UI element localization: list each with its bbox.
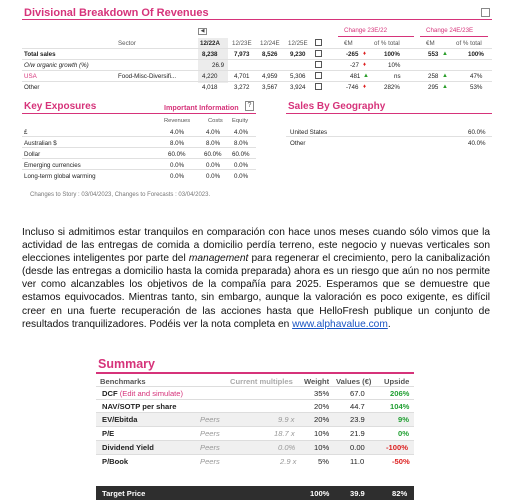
- row0-value-1: 7,973: [234, 51, 250, 58]
- important-info-link[interactable]: Important Information: [164, 103, 239, 112]
- change-24-underline: [420, 36, 488, 37]
- bench-dcf: [102, 389, 183, 398]
- exp-value: 8.0%: [206, 140, 221, 147]
- chg1-em-header: €M: [344, 40, 353, 47]
- upside-dividend-yield: -100%: [386, 443, 408, 452]
- row2-sector: Food-Misc-Diversifi...: [118, 73, 177, 80]
- exp-value: 0.0%: [206, 162, 221, 169]
- row-label-total-sales: Total sales: [24, 51, 56, 58]
- upside-ev-ebitda: 9%: [398, 415, 409, 424]
- row2-value-1: 4,701: [234, 73, 250, 80]
- exp-value: 4.0%: [170, 129, 185, 136]
- header-benchmarks: Benchmarks: [100, 377, 146, 386]
- row-shading: [96, 413, 414, 426]
- value-nav: 44.7: [350, 402, 365, 411]
- value-pe: 21.9: [350, 429, 365, 438]
- row2-chg1: 481: [350, 73, 361, 80]
- summary-underline: [96, 372, 414, 374]
- row1-checkbox[interactable]: [315, 61, 322, 68]
- row3-value-2: 3,567: [262, 84, 278, 91]
- divisional-header: [22, 6, 492, 20]
- arrow-left-icon[interactable]: ◀: [198, 28, 207, 35]
- target-price-row: [96, 486, 414, 500]
- row0-value-3: 9,230: [290, 51, 306, 58]
- exp-value: 60.0%: [232, 151, 250, 158]
- peers-ev-ebitda: Peers: [200, 415, 220, 424]
- exp-value: 60.0%: [168, 151, 186, 158]
- exp-value: 0.0%: [170, 162, 185, 169]
- row0-chg1-pct: 100%: [384, 51, 400, 58]
- year-header-2: 12/24E: [260, 40, 280, 47]
- row-divider: [22, 158, 256, 159]
- weight-dividend-yield: 10%: [314, 443, 330, 452]
- exp-value: 8.0%: [170, 140, 185, 147]
- target-price-weight: 100%: [310, 489, 330, 498]
- exp-value: 0.0%: [234, 173, 249, 180]
- divisional-title: Divisional Breakdown Of Revenues: [24, 7, 209, 19]
- row-divider: [22, 70, 492, 71]
- row2-value-2: 4,959: [262, 73, 278, 80]
- target-price-upside: 82%: [392, 489, 408, 498]
- exp-value: 0.0%: [170, 173, 185, 180]
- year-header-0: 12/22A: [200, 40, 220, 47]
- exp-value: 0.0%: [206, 173, 221, 180]
- geo-value-other: 40.0%: [468, 140, 486, 147]
- row2-value-3: 5,306: [290, 73, 306, 80]
- bench-pbook: P/Book: [102, 457, 129, 466]
- geo-label-other: Other: [290, 140, 306, 147]
- row0-checkbox[interactable]: [315, 50, 322, 57]
- exp-col-revenues: Revenues: [164, 118, 191, 124]
- value-dcf: 67.0: [350, 389, 365, 398]
- weight-pbook: 5%: [318, 457, 329, 466]
- weight-dcf: 35%: [314, 389, 330, 398]
- geo-label-us: United States: [290, 129, 328, 136]
- exp-value: 0.0%: [234, 162, 249, 169]
- mult-dividend-yield: 0.0%: [278, 443, 296, 452]
- exp-row-label: Dollar: [24, 151, 41, 158]
- up-arrow-icon: ▲: [442, 73, 448, 79]
- exp-row-label: Long-term global warming: [24, 173, 96, 180]
- sales-geography-underline: [286, 113, 492, 114]
- row3-chg1-pct: 282%: [384, 84, 400, 91]
- header-weight: Weight: [304, 377, 330, 386]
- row-divider: [22, 147, 256, 148]
- bench-nav: NAV/SOTP per share: [102, 402, 177, 411]
- row0-value-2: 8,526: [262, 51, 278, 58]
- exp-row-label: Australian $: [24, 140, 57, 147]
- changes-note: Changes to Story : 03/04/2023, Changes to Forecasts : 03/04/2023.: [30, 192, 211, 198]
- year-header-1: 12/23E: [232, 40, 252, 47]
- value-ev-ebitda: 23.9: [350, 415, 365, 424]
- exp-value: 8.0%: [234, 140, 249, 147]
- header-values: Values (€): [336, 377, 372, 386]
- mult-ev-ebitda: 9.9 x: [278, 415, 295, 424]
- chg1-pct-header: of % total: [374, 40, 400, 47]
- exp-col-equity: Equity: [232, 118, 249, 124]
- bench-dcf-label: DCF: [102, 389, 118, 398]
- row-divider: [22, 59, 492, 60]
- key-exposures-title: Key Exposures: [24, 101, 97, 112]
- row0-chg1: -265: [346, 51, 359, 58]
- row3-value-1: 3,272: [234, 84, 250, 91]
- row-divider: [96, 454, 414, 455]
- chg2-pct-header: of % total: [456, 40, 482, 47]
- article-paragraph: [22, 226, 490, 331]
- down-arrow-icon: ♦: [363, 51, 367, 57]
- row1-value-0: 26.9: [212, 62, 225, 69]
- mult-pbook: 2.9 x: [280, 457, 297, 466]
- upside-pe: 0%: [398, 429, 409, 438]
- row-label-organic-growth: O/w organic growth (%): [24, 62, 89, 69]
- row2-checkbox[interactable]: [315, 72, 322, 79]
- up-arrow-icon: ▲: [442, 51, 448, 57]
- sector-header: Sector: [118, 40, 136, 47]
- bench-ev-ebitda: EV/Ebitda: [102, 415, 138, 424]
- row2-value-0: 4,220: [202, 73, 218, 80]
- weight-ev-ebitda: 20%: [314, 415, 330, 424]
- row2-chg2: 258: [428, 73, 439, 80]
- help-icon[interactable]: ?: [245, 101, 254, 111]
- paragraph-part3: .: [387, 318, 391, 330]
- geo-value-us: 60.0%: [468, 129, 486, 136]
- paragraph-part1: Incluso si admitimos estar tranquilos en comparación con hace unos meses cuando sólo vimos que la actividad de las entregas de comida a domicilio perdía terreno, este negocio y nuevas verticales son elecciones inteligentes por parte del: [22, 227, 490, 265]
- expand-box-icon[interactable]: [481, 8, 490, 17]
- row-divider: [22, 81, 492, 82]
- row1-chg1-pct: 10%: [388, 62, 401, 69]
- change-24-header: Change 24E/23E: [426, 27, 474, 34]
- header-multiples: Current multiples: [230, 377, 293, 386]
- year-header-3: 12/25E: [288, 40, 308, 47]
- row3-value-0: 4,018: [202, 84, 218, 91]
- research-panel: [22, 6, 492, 211]
- key-exposures-underline: [22, 113, 256, 114]
- row-divider: [22, 136, 256, 137]
- weight-nav: 20%: [314, 402, 330, 411]
- row-divider: [286, 136, 492, 137]
- exp-value: 4.0%: [234, 129, 249, 136]
- row3-chg2-pct: 53%: [470, 84, 483, 91]
- row-divider: [22, 169, 256, 170]
- row0-chg2: 553: [428, 51, 439, 58]
- exp-row-label: Emerging currencies: [24, 162, 81, 169]
- up-arrow-icon: ▲: [442, 84, 448, 90]
- down-arrow-icon: ♦: [363, 62, 367, 68]
- row-divider: [96, 399, 414, 400]
- row2-chg2-pct: 47%: [470, 73, 483, 80]
- row3-checkbox[interactable]: [315, 83, 322, 90]
- down-arrow-icon: ♦: [363, 84, 367, 90]
- peers-pbook: Peers: [200, 457, 220, 466]
- value-pbook: 11.0: [350, 457, 365, 466]
- paragraph-italic: management: [188, 253, 249, 265]
- weight-pe: 10%: [314, 429, 330, 438]
- alphavalue-link[interactable]: www.alphavalue.com: [292, 318, 388, 330]
- exp-row-label: £: [24, 129, 28, 136]
- row1-chg1: -27: [350, 62, 359, 69]
- value-dividend-yield: 0.00: [350, 443, 365, 452]
- row3-chg2: 295: [428, 84, 439, 91]
- exp-col-costs: Costs: [208, 118, 223, 124]
- row-label-usa[interactable]: USA: [24, 73, 37, 80]
- row0-value-0: 8,238: [202, 51, 218, 58]
- bench-pe: P/E: [102, 429, 115, 438]
- upside-nav: 104%: [390, 402, 410, 411]
- header-checkbox[interactable]: [315, 39, 322, 46]
- target-price-label: Target Price: [102, 489, 146, 498]
- row-label-other: Other: [24, 84, 40, 91]
- row-divider: [96, 426, 414, 427]
- target-price-value: 39.9: [350, 489, 365, 498]
- mult-pe: 18.7 x: [274, 429, 295, 438]
- row-divider: [22, 48, 492, 49]
- exp-value: 4.0%: [206, 129, 221, 136]
- summary-title: Summary: [98, 357, 155, 371]
- summary-table: [96, 356, 414, 500]
- row-divider: [96, 386, 414, 387]
- chg2-em-header: €M: [426, 40, 435, 47]
- sales-geography-title: Sales By Geography: [288, 101, 386, 112]
- peers-dividend-yield: Peers: [200, 443, 220, 452]
- up-arrow-icon: ▲: [363, 73, 369, 79]
- edit-simulate-link[interactable]: (Edit and simulate): [119, 389, 184, 398]
- row0-chg2-pct: 100%: [468, 51, 484, 58]
- upside-dcf: 206%: [390, 389, 410, 398]
- row3-value-3: 3,924: [290, 84, 306, 91]
- header-upside: Upside: [384, 377, 410, 386]
- bench-dividend-yield: Dividend Yield: [102, 443, 154, 452]
- upside-pbook: -50%: [392, 457, 410, 466]
- paragraph-part2: para regenerar el crecimiento, pero la canibalización (desde las entregas a domicilio hasta la comida preparada) ahora es un riesgo que aún no nos permite ver como alcanzables los objetivos de la compañía para 2025. Esperamos que se demuestre que estamos equivocados. Mientras tanto, sin embargo, aunque la valoración es poco exigente, es difícil creer en una fuerte recuperación de las acciones hasta que HelloFresh publique un conjunto de resultados tranquilizadores. Podéis ver la nota completa en: [22, 253, 490, 330]
- exp-value: 60.0%: [204, 151, 222, 158]
- row3-chg1: -746: [346, 84, 359, 91]
- peers-pe: Peers: [200, 429, 220, 438]
- change-23-underline: [338, 36, 414, 37]
- row2-chg1-pct: ns: [394, 73, 401, 80]
- change-23-header: Change 23E/22: [344, 27, 388, 34]
